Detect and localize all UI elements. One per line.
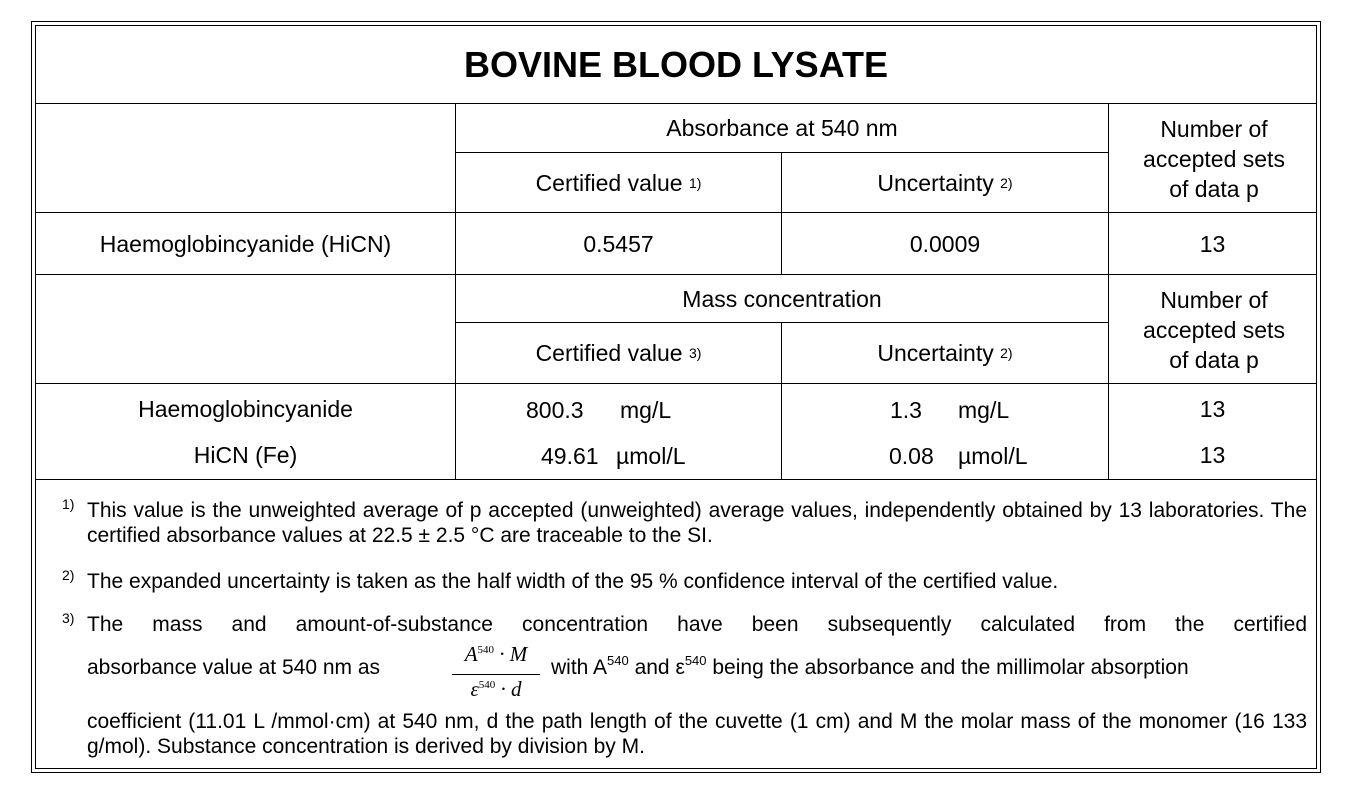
formula-num-a: A	[464, 642, 478, 666]
formula-den-sup: 540	[478, 679, 496, 691]
footnote-2-text: The expanded uncertainty is taken as the half width of the 95 % confidence interval of the certified value.	[87, 570, 1059, 593]
mass-row-2-count: 13	[1199, 442, 1226, 468]
footnote-3-line1: The mass and amount-of-substance concentration have been subsequently calculated from the certified	[87, 613, 1307, 636]
footnote-3	[62, 612, 1307, 637]
abs-row-count: 13	[1199, 230, 1226, 257]
rule-mass-header	[36, 383, 1316, 384]
mass-row-1-value-unit: mg/L	[620, 397, 672, 423]
footnote-3-with-a: with A	[551, 656, 608, 679]
footnote-3-sup-b: 540	[684, 653, 707, 668]
abs-certified-label: Certified value	[535, 169, 683, 196]
page-title: BOVINE BLOOD LYSATE	[463, 43, 889, 85]
mass-group-header: Mass concentration	[682, 285, 882, 312]
mass-row-1-uncertainty: 1.3	[890, 397, 922, 423]
mass-count-header: Number of accepted sets of data p	[1143, 287, 1285, 373]
mass-row-1-uncertainty-unit: mg/L	[958, 397, 1010, 423]
footnote-3-and-eps: and ε	[634, 656, 685, 679]
abs-certified-header: Certified value 1)	[535, 169, 702, 196]
abs-uncertainty-header: Uncertainty 2)	[877, 169, 1013, 196]
formula-num-b: · M	[494, 642, 528, 666]
mass-row-2-value: 49.61	[541, 443, 599, 469]
footnote-3-sup-a: 540	[607, 653, 629, 668]
mass-row-2-uncertainty: 0.08	[889, 443, 934, 469]
abs-row-name: Haemoglobincyanide (HiCN)	[99, 230, 392, 257]
mass-row-2-name: HiCN (Fe)	[193, 442, 298, 468]
abs-uncertainty-label: Uncertainty	[877, 169, 994, 196]
footnote-3-line3: coefficient (11.01 L /mmol·cm) at 540 nm, d the path length of the cuvette (1 cm) and M the molar mass of the monomer (16 133 g/mol). Substance concentration is derived by division by M.	[87, 710, 1307, 758]
mass-uncertainty-label: Uncertainty	[877, 340, 994, 366]
formula-den-a: ε	[470, 677, 479, 701]
mass-certified-label: Certified value	[535, 340, 683, 366]
rule-table-end	[36, 479, 1316, 480]
formula-denominator	[450, 677, 542, 702]
footnote-3-line2-d: being the absorbance and the millimolar absorption	[712, 656, 1189, 679]
formula-den-b: · d	[495, 677, 522, 701]
footnote-1-mark: 1)	[62, 496, 75, 512]
footnote-3-line2-a: absorbance value at 540 nm as	[87, 656, 381, 679]
abs-count-header: Number of accepted sets of data p	[1143, 116, 1285, 202]
formula-numerator	[450, 642, 542, 667]
absorbance-group-header: Absorbance at 540 nm	[666, 115, 898, 141]
mass-row-2-uncertainty-unit: µmol/L	[958, 443, 1028, 469]
abs-row-value: 0.5457	[583, 230, 654, 257]
mass-row-2-value-unit: µmol/L	[616, 443, 686, 469]
mass-row-1-count: 13	[1199, 396, 1226, 422]
footnote-3-line2-b	[551, 655, 1189, 681]
footnote-2	[62, 569, 1307, 594]
mass-certified-header: Certified value 3)	[535, 340, 702, 366]
footnote-3-mark: 3)	[62, 610, 75, 626]
abs-row-uncertainty: 0.0009	[909, 230, 981, 257]
mass-row-1-name: Haemoglobincyanide	[138, 396, 353, 422]
formula-num-sup: 540	[477, 644, 495, 656]
footnote-1-text: This value is the unweighted average of p accepted (unweighted) average values, independently obtained by 13 laboratories. The certified absorbance values at 22.5 ± 2.5 °C are traceable to the SI.	[87, 499, 1307, 547]
mass-uncertainty-header: Uncertainty 2)	[877, 340, 1013, 366]
footnote-2-mark: 2)	[62, 567, 75, 583]
footnote-1	[62, 498, 1307, 548]
mass-row-1-value: 800.3	[526, 397, 584, 423]
formula-fraction-bar	[452, 674, 540, 675]
